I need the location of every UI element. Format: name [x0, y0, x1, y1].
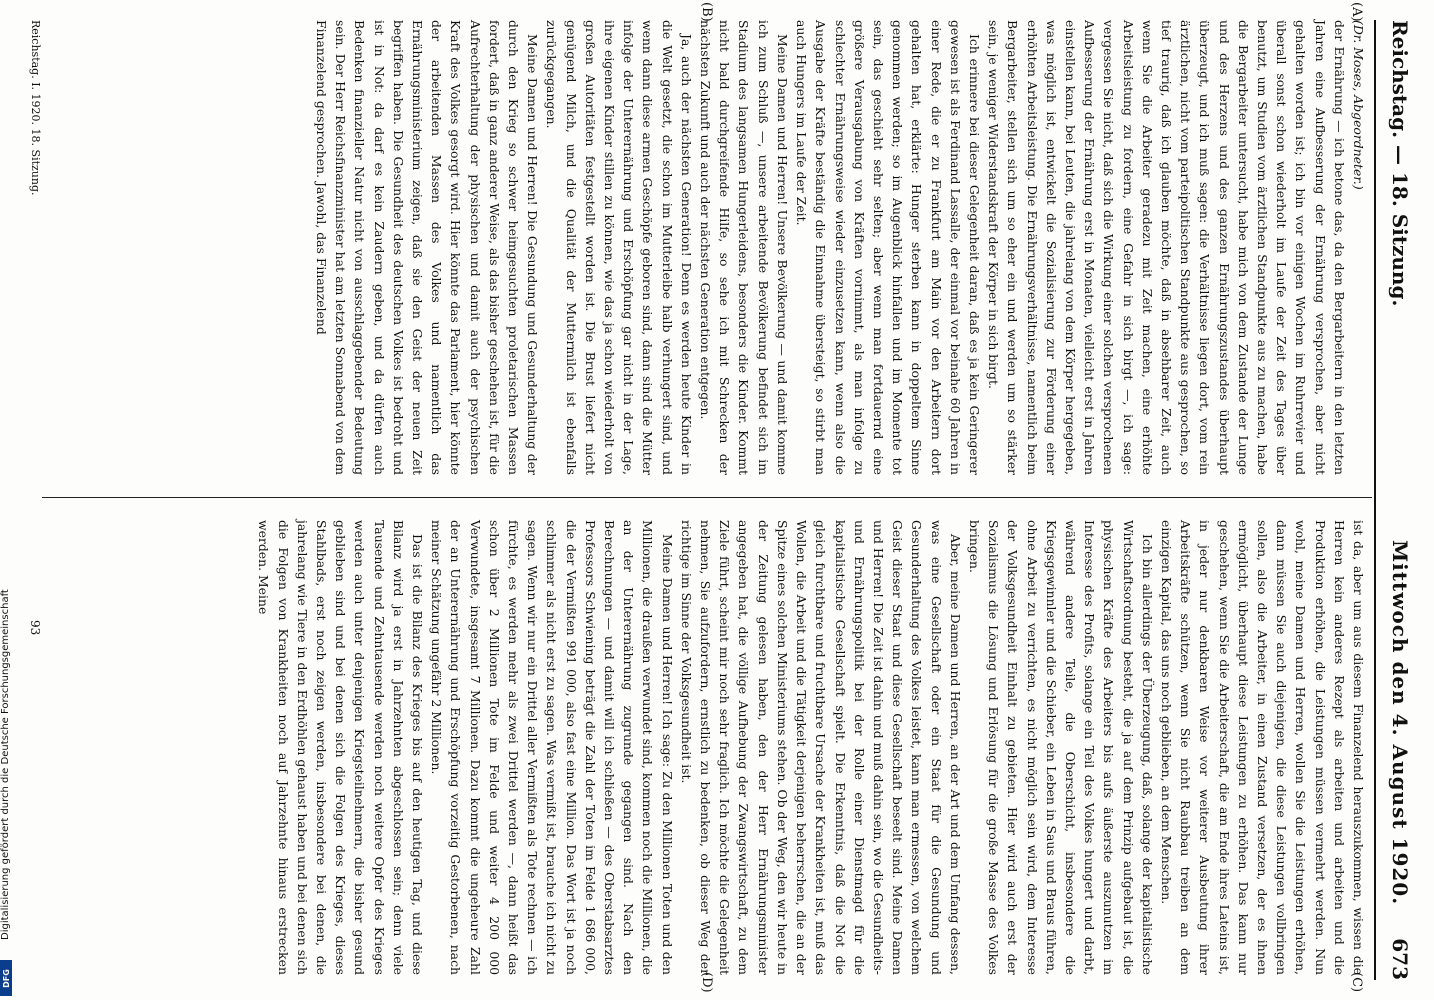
paragraph: Meine Damen und Herren! Ich sage: Zu den Millionen Toten und den Millionen, die draußen verwundet sind, kommen noch die Millionen, die an der Unterernährung zugrunde gegangen sind. Nach den Berechnungen — und damit will ich schließen — des Oberstabsarztes Professors Schwiening beträgt die Zahl der Toten im Felde 1 686 000, die der Vermißten 991 000, also fast eine Million. Das Wort ist ja noch schlimmer als nicht erst zu sagen. Was vermißt ist, brauche ich nicht zu sagen. Wenn wir nur ein Drittel aller Vermißten als Tote rechnen — ich fürchte, es werden mehr als zwei Drittel werden —, dann heißt das schon über 2 Millionen Tote im Felde und weiter 4 200 000 Verwundete, insgesamt 7 Millionen. Dazu kommt die ungeheure Zahl der an Unterernährung und Erschöpfung vorzeitig Gestorbenen, nach meiner Schätzung ungefähr 2 Millionen.: [429, 520, 675, 975]
speaker-label: (Dr. Moses, Abgeordneter.): [1351, 20, 1366, 190]
footer-page-number: 93: [28, 620, 42, 636]
page-header: [1382, 20, 1422, 980]
paragraph: Ich erinnere bei dieser Gelegenheit daran, daß es ja kein Geringerer gewesen ist als Ferdinand Lassalle, der einmal vor beinahe 60 Jahren in einer Rede, die er zu Frankfurt am Main vor den Arbeitern dort gehalten hat, erklärte: Hunger sterben kann in doppeltem Sinne genommen werden; so im Augenblick hinfallen und im Momente tot sein, das geschieht sehr selten; aber wenn man fortdauernd eine größere Verausgabung von Kräften vornimmt, als man infolge zu schlechter Ernährungsweise wieder einzusetzen kann, wenn also die Ausgabe der Kräfte beständig die Einnahme übersteigt, so stirbt man auch Hungers im Laufe der Zeit.: [794, 20, 982, 475]
paragraph: Meine Damen und Herren! Die Gesundung und Gesunderhaltung der durch den Krieg so schwer heimgesuchten proletarischen Massen fordert, daß in ganz anderer Weise, als das bisher geschehen ist, für die Aufrechterhaltung der physischen und damit auch der psychischen Kraft des Volkes gesorgt wird. Hier könnte das Parlament, hier könnte der arbeitenden Massen des Volkes und namentlich das Ernährungsministerium zeigen, daß sie den Geist der neuen Zeit begriffen haben. Die Gesundheit des deutschen Volkes ist bedroht und ist in Not: da darf es kein Zaudern geben, und da dürfen auch Bedenken finanzieller Natur nicht von ausschlaggebender Bedeutung sein. Der Herr Reichsfinanzminister hat am letzten Sonnabend von dem Finanzelend gesprochen. Jawohl, das Finanzelend: [314, 20, 541, 475]
column-separator: [42, 497, 1372, 498]
header-date: Mittwoch den 4. August 1920.: [1388, 540, 1412, 906]
header-page-number: 673: [1388, 938, 1412, 980]
header-rule: [1374, 20, 1376, 980]
paragraph: der Ernährung — ich betone das, da den Bergarbeitern in den letzten Jahren eine Aufbesserung der Ernährung versprochen, aber nicht gehalten worden ist; ich bin vor einigen Wochen im Ruhrrevier und überall sonst schon wiederholt im Laufe der Zeit des Tages über benutzt, um Studien vom ärztlichen Standpunkte aus zu machen, habe die Bergarbeiter untersucht, habe mich von dem Zustande der Lunge und des Herzens und des ganzen Ernährungszustandes überhaupt überzeugt, und ich muß sagen: die Verhältnisse liegen dort, vom rein ärztlichen, nicht vom parteipolitischen Standpunkte aus gesprochen, so tief traurig, daß ich glauben möchte, daß in absehbarer Zeit, auch wenn Sie die Arbeiter geradezu mit Zeit machen, eine erhöhte Arbeitsleistung zu fordern, eine Gefahr in sich birgt —, ich sage: vergessen Sie nicht, daß sich die Wirkung einer solchen versprochenen Aufbesserung der Ernährung erst in Monaten, vielleicht erst in Jahren einstellen kann, bei Leuten, die jahrelang von dem Körper hergegeben, was möglich ist, entwickelt die Sozialisierung zur Förderung einer erhöhten Arbeitsleistung. Die Ernährungsverhältnisse, namentlich beim Bergarbeiter, stellen sich um so eher ein und werden um so stärker sein, je weniger Widerstandskraft der Körper in sich birgt.: [986, 20, 1347, 475]
digitization-credit: Digitalisierung gefördert durch die Deutsche Forschungsgemeinschaft: [0, 589, 11, 940]
left-column: [312, 20, 1368, 475]
marker-b: (B): [699, 2, 714, 22]
dfg-logo-text: DFG: [1, 968, 11, 988]
paragraph: Aber, meine Damen und Herren, an der Art und dem Umfang dessen, was eine Gesellschaft oder ein Staat für die Gesundung und Gesunderhaltung des Volkes leistet, kann man ermessen, von welchem Geist dieser Staat und diese Gesellschaft beseelt sind. Meine Damen und Herren! Die Zeit ist dahin und muß dahin sein, wo die Gesundheits- und Ernährungspolitik bei der Rolle einer Dienstmagd für die kapitalistische Gesellschaft spielt. Die Erkenntnis, daß die Not die gleich furchtbare und fruchtbare Ursache der Krankheiten ist, muß das Wollen, die Arbeit und die Tätigkeit derjenigen beherrschen, die an der Spitze eines solchen Ministeriums stehen. Ob der Weg, den wir heute in der Zeitung gelesen haben, den der Herr Ernährungsminister angegeben hat, die völlige Aufhebung der Zwangswirtschaft, zu dem Ziele führt, scheint mir noch sehr fraglich. Ich möchte die Gelegenheit nehmen, Sie aufzufordern, ernstlich zu bedenken, ob dieser Weg der richtige im Sinne der Volksgesundheit ist.: [678, 520, 963, 975]
dfg-logo-icon: [0, 960, 12, 996]
marker-d: (D): [699, 972, 714, 993]
header-left: Reichstag. — 18. Sitzung.: [1388, 20, 1412, 307]
paragraph: ist da, aber um aus diesem Finanzelend herauszukommen, wissen die Herren kein anderes Rezept als arbeiten und arbeiten und die Produktion erhöhen, die Leistungen müssen vermehrt werden. Nun wohl, meine Damen und Herren, wollen Sie die Leistungen erhöhen, dann müssen Sie auch diejenigen, die diese Leistungen vollbringen sollen, also die Arbeiter, in einen Zustand versetzen, der es ihnen ermöglicht, überhaupt diese Leistungen zu erhöhen. Das kann nur geschehen, wenn Sie die Arbeiterschaft, die am Ende ihres Lateins ist, in jeder nur denkbaren Weise vor weiterer Ausbeutung ihrer Arbeitskräfte schützen, wenn Sie nicht Raubbau treiben an dem einzigen Kapital, das uns noch geblieben, an dem Menschen.: [1158, 520, 1366, 975]
marker-a: (A): [1349, 2, 1364, 22]
paragraph: Ich bin allerdings der Überzeugung, daß, solange der kapitalistische Wirtschaftsordnung besteht, die ja auf dem Prinzip aufgebaut ist, die physischen Kräfte des Arbeiters bis aufs äußerste auszunutzen im Interesse des Profits, solange ein Teil des Volkes hungert und darbt, während andere Teile, die Oberschicht, insbesondere die Kriegsgewinnler und die Schieber, ein Leben in Saus und Braus führen, ohne Arbeit zu verrichten, es nicht möglich sein wird, dem Interesse der Volksgesundheit Einhalt zu gebieten. Hier wird auch erst der Sozialismus die Lösung und Erlösung für die große Masse des Volkes bringen.: [966, 520, 1155, 975]
paragraph: Ja, auch der nächsten Generation! Denn es werden heute Kinder in die Welt gesetzt, die schon im Mutterleibe halb verhungert sind, und wenn dann diese armen Geschöpfe geboren sind, dann sind die Mütter infolge der Unterernährung und Erschöpfung gar nicht in der Lage, ihre eigenen Kinder stillen zu können, wie das ja schon wiederholt von großen Autoritäten festgestellt worden ist. Die Brust liefert nicht genügend Milch, und die Qualität der Muttermilch ist ebenfalls zurückgegangen.: [544, 20, 694, 475]
footer-left: Reichstag. I. 1920. 18. Sitzung.: [29, 20, 42, 196]
digitization-sidebar: [0, 0, 12, 1000]
right-column: [254, 520, 1368, 975]
paragraph: Meine Damen und Herren! Unsere Bevölkerung — und damit komme ich zum Schluß —, unsere arbeitende Bevölkerung befindet sich im Stadium des langsamen Hungerleidens, besonders die Kinder. Kommt nicht bald durchgreifende Hilfe, so sehe ich mit Schrecken der nächsten Zukunft und auch der nächsten Generation entgegen.: [698, 20, 790, 475]
paragraph: Das ist die Bilanz des Krieges bis auf den heutigen Tag, und diese Bilanz wird ja erst in Jahrzehnten abgeschlossen sein; denn viele Tausende und Zehntausende werden noch weitere Opfer des Krieges werden auch unter denjenigen Kriegsteilnehmern, die bisher gesund geblieben sind und bei denen sich die Folgen des Krieges, dieses Stahlbads, erst noch zeigen werden, insbesondere bei denen, die jahrelang wie Tiere in den Erdhöhlen gehaust haben und bei denen sich die Folgen von Krankheiten noch auf Jahrzehnte hinaus erstrecken werden. Meine: [256, 520, 426, 975]
marker-c: (C): [1349, 972, 1364, 993]
